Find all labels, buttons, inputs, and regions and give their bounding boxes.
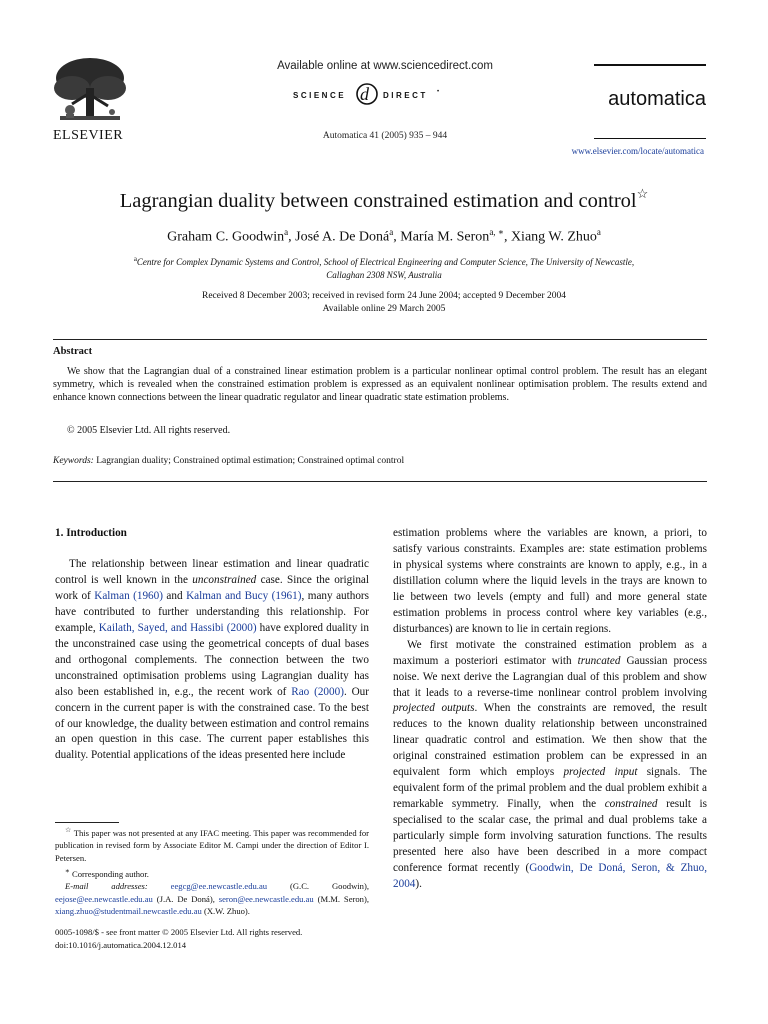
- received-dates: Received 8 December 2003; received in revised form 24 June 2004; accepted 9 December 2004: [201, 291, 567, 301]
- citation-link[interactable]: Kalman and Bucy (1961): [186, 589, 302, 602]
- right-column-text: [393, 526, 707, 893]
- citation-link[interactable]: Kailath, Sayed, and Hassibi (2000): [98, 621, 257, 634]
- email-link[interactable]: eejose@ee.newcastle.edu.au: [55, 893, 153, 904]
- citation-link[interactable]: Rao (2000): [291, 685, 344, 698]
- svg-text:d: d: [360, 84, 369, 104]
- left-column-text: [55, 557, 369, 764]
- abstract-copyright: © 2005 Elsevier Ltd. All rights reserved.: [67, 425, 231, 436]
- author-list: Graham C. Goodwin$^a$, José A. De Doná$^a$, María M. Seron$^{a, ∗}$, Xiang W. Zhuo$^a$: [167, 227, 601, 245]
- affiliation: [60, 253, 708, 282]
- paper-title-text: Lagrangian duality between constrained estimation and control: [119, 190, 637, 212]
- abstract-bottom-rule: [53, 481, 707, 482]
- keywords-label: Keywords:: [53, 456, 94, 466]
- footnotes: [55, 824, 369, 918]
- banner-top-rule: [594, 64, 706, 66]
- author-affil-mark: a: [284, 227, 289, 237]
- sd-right-text: DIRECT: [383, 91, 428, 100]
- keywords-list: Lagrangian duality; Constrained optimal estimation; Constrained optimal control: [96, 456, 405, 466]
- citation-link[interactable]: Goodwin, De Doná, Seron, & Zhuo, 2004: [393, 862, 707, 890]
- section-heading: 1. Introduction: [55, 527, 127, 539]
- author-name: Xiang W. Zhuo: [510, 229, 597, 245]
- title-footnote-mark[interactable]: ☆: [636, 186, 649, 201]
- intro-paragraph-continued: estimation problems where the variables are known, a priori, to satisfy various constraints. Examples are: state estimation problems in physical systems where constraints are known to apply, e.g., in a distillation column where the liquid levels in the trays are known to lie between two levels (empty and full) and more general state estimation problems in process control where key variables (e.g., disturbances) are known to lie in certain regions.: [393, 527, 707, 635]
- author-affil-mark: a, ∗: [489, 227, 504, 237]
- journal-url-link[interactable]: www.elsevier.com/locate/automatica: [571, 146, 704, 156]
- affiliation-line-1: Centre for Complex Dynamic Systems and Control, School of Electrical Engineering and Computer Science, The University of Newcastle,: [136, 257, 635, 267]
- email-link[interactable]: seron@ee.newcastle.edu.au: [218, 893, 314, 904]
- footnote-corresponding: ∗ Corresponding author.: [65, 866, 149, 879]
- affiliation-mark: a: [133, 255, 137, 263]
- author-name: Graham C. Goodwin: [167, 229, 285, 245]
- footnote-rule: [55, 822, 119, 823]
- abstract-top-rule: [53, 339, 707, 340]
- publisher-name: ELSEVIER: [53, 128, 124, 143]
- intro-paragraph-1: The relationship between linear estimation and linear quadratic control is well known in the unconstrained case. Since the original work of Kalman (1960) and Kalman and Bucy (1961), many authors have contributed to further understanding this relationship. For example, Kailath, Sayed, and Hassibi (2000) have explored duality in the unconstrained case using the geometrical concepts of dual bases and orthogonal complements. The connection between the two unconstrained optimisation problems using Lagrangian duality has also been established in, e.g., the recent work of Rao (2000). Our concern in the current paper is with the constrained case. To the best of our knowledge, the duality between estimation and control remains an open question in this case. The current paper establishes this duality. Potential applications of the ideas presented here include: [55, 558, 370, 762]
- keywords: [53, 456, 404, 466]
- sciencedirect-logo[interactable]: [287, 79, 487, 109]
- affiliation-line-2: Callaghan 2308 NSW, Australia: [326, 270, 442, 280]
- author-name: María M. Seron: [400, 229, 490, 245]
- journal-banner: [594, 64, 706, 142]
- abstract-text: We show that the Lagrangian dual of a constrained linear estimation problem is a particular nonlinear optimal control problem. The result has an elegant symmetry, which is revealed when the constrained estimation problem is expressed as an equivalent nonlinear optimisation problem. The results extend and enhance known connections between the linear quadratic regulator and linear quadratic state estimation problems.: [53, 366, 707, 404]
- svg-text:•: •: [437, 89, 440, 95]
- footnote-star: ☆ This paper was not presented at any IFAC meeting. This paper was recommended for publication in revised form by Associate Editor M. Campi under the direction of Editor I. Petersen.: [55, 826, 369, 864]
- journal-name: automatica: [608, 88, 706, 110]
- article-history: [0, 290, 768, 316]
- intro-paragraph-2: We first motivate the constrained estimation problem as a maximum a posteriori estimator with truncated Gaussian process noise. We next derive the Lagrangian dual of this problem and show that it leads to a reverse-time nonlinear control problem involving projected outputs. When the constraints are removed, the result reduces to the known duality relationship between unconstrained linear quadratic control and estimation. We then show that the original constrained estimation problem can be expressed in an equivalent form which employs projected input signals. The equivalent form of the primal problem and the dual problem exhibit a remarkable symmetry. Finally, when the constrained result is specialised to the scalar case, the primal and dual problems take a particularly simple form involving saturation functions. The results presented here also have been described in a more compact conference format recently (Goodwin, De Doná, Seron, & Zhuo, 2004).: [393, 638, 708, 890]
- available-online-date: Available online 29 March 2005: [322, 304, 446, 314]
- journal-reference: Automatica 41 (2005) 935 – 944: [322, 131, 448, 141]
- front-matter: [55, 926, 302, 951]
- paper-title: [0, 186, 768, 213]
- abstract-heading: Abstract: [53, 346, 93, 357]
- author-affil-mark: a: [389, 227, 394, 237]
- sd-left-text: SCIENCE: [293, 91, 347, 100]
- author-affil-mark: a: [596, 227, 601, 237]
- available-online-text: Available online at www.sciencedirect.com: [277, 60, 493, 72]
- banner-bottom-rule: [594, 138, 706, 139]
- email-link[interactable]: eegcg@ee.newcastle.edu.au: [170, 881, 268, 892]
- doi-line[interactable]: doi:10.1016/j.automatica.2004.12.014: [55, 939, 187, 950]
- citation-link[interactable]: Kalman (1960): [94, 589, 163, 602]
- author-name: José A. De Doná: [295, 229, 390, 245]
- email-link[interactable]: xiang.zhuo@studentmail.newcastle.edu.au: [55, 906, 202, 917]
- issn-line: 0005-1098/$ - see front matter © 2005 Elsevier Ltd. All rights reserved.: [55, 927, 303, 937]
- footnote-emails: E-mail addresses: eegcg@ee.newcastle.edu.au (G.C. Goodwin), eejose@ee.newcastle.edu.au (J.A. De Doná), seron@ee.newcastle.edu.au (M.M. Seron), xiang.zhuo@studentmail.newcastle.edu.au (X.W. Zhuo).: [55, 881, 369, 917]
